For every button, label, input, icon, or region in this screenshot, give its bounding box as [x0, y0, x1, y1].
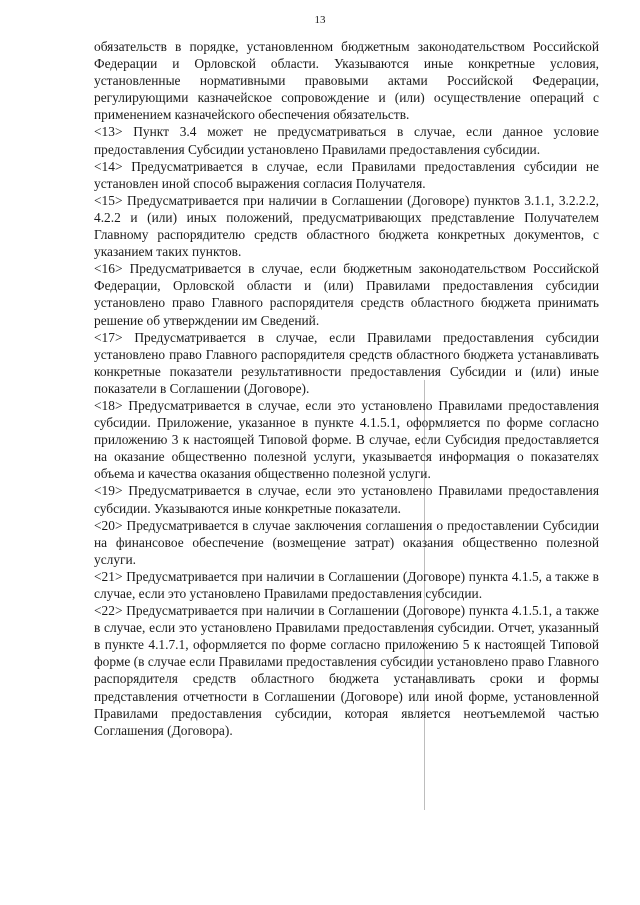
- footnote-19: <19> Предусматривается в случае, если это установлено Правилами предоставления субсидии. Указываются иные конкретные показатели.: [94, 483, 599, 516]
- page-content: [94, 38, 599, 739]
- footnote-21: <21> Предусматривается при наличии в Соглашении (Договоре) пункта 4.1.5, а также в случае, если это установлено Правилами предоставления субсидии.: [94, 568, 599, 601]
- footnote-16: <16> Предусматривается в случае, если бюджетным законодательством Российской Федерации, Орловской области и (или) Правилами предоставления субсидии установлено право Главного распорядителя средств областного бюджета принимать решение об утверждении им Сведений.: [94, 261, 599, 328]
- footnote-15: <15> Предусматривается при наличии в Соглашении (Договоре) пунктов 3.1.1, 3.2.2.2, 4.2.2 и (или) иных положений, предусматривающих представление Получателем Главному распорядителю средств областного бюджета конкретных документов, с указанием таких пунктов.: [94, 192, 599, 260]
- footnote-13: <13> Пункт 3.4 может не предусматриваться в случае, если данное условие предоставления Субсидии установлено Правилами предоставления субсидии.: [94, 124, 599, 157]
- footnote-18: <18> Предусматривается в случае, если это установлено Правилами предоставления субсидии. Приложение, указанное в пункте 4.1.5.1, оформляется по форме согласно приложению 3 к настоящей Типовой форме. В случае, если Субсидия предоставляется на оказание общественно полезной услуги, указывается информация о показателях объема и качества оказания общественно полезной услуги.: [94, 397, 599, 482]
- footnote-17: <17> Предусматривается в случае, если Правилами предоставления субсидии установлено право Главного распорядителя средств областного бюджета устанавливать конкретные показатели результативности предоставления Субсидии и (или) иные показатели в Соглашении (Договоре).: [94, 329, 599, 396]
- paragraph-continuation: обязательств в порядке, установленном бюджетным законодательством Российской Федерации и Орловской области. Указываются иные конкретные условия, установленные нормативными правовыми актами Российской Федерации, регулирующими казначейское сопровождение и (или) осуществление операций с применением казначейского обеспечения обязательств.: [94, 39, 599, 123]
- page-number: 13: [314, 14, 326, 26]
- footnote-14: <14> Предусматривается в случае, если Правилами предоставления субсидии не установлен иной способ выражения согласия Получателя.: [94, 158, 599, 191]
- footnote-22: <22> Предусматривается при наличии в Соглашении (Договоре) пункта 4.1.5.1, а также в случае, если это установлено Правилами предоставления субсидии. Отчет, указанный в пункте 4.1.7.1, оформляется по форме согласно приложению 5 к настоящей Типовой форме (в случае если Правилами предоставления субсидии установлено право Главного распорядителя средств областного бюджета устанавливать сроки и формы представления отчетности в Соглашении (Договоре) или иной форме, установленной Правилами предоставления субсидии, которая является неотъемлемой частью Соглашения (Договора).: [94, 603, 599, 738]
- footnote-20: <20> Предусматривается в случае заключения соглашения о предоставлении Субсидии на финансовое обеспечение (возмещение затрат) оказания общественно полезной услуги.: [94, 517, 599, 567]
